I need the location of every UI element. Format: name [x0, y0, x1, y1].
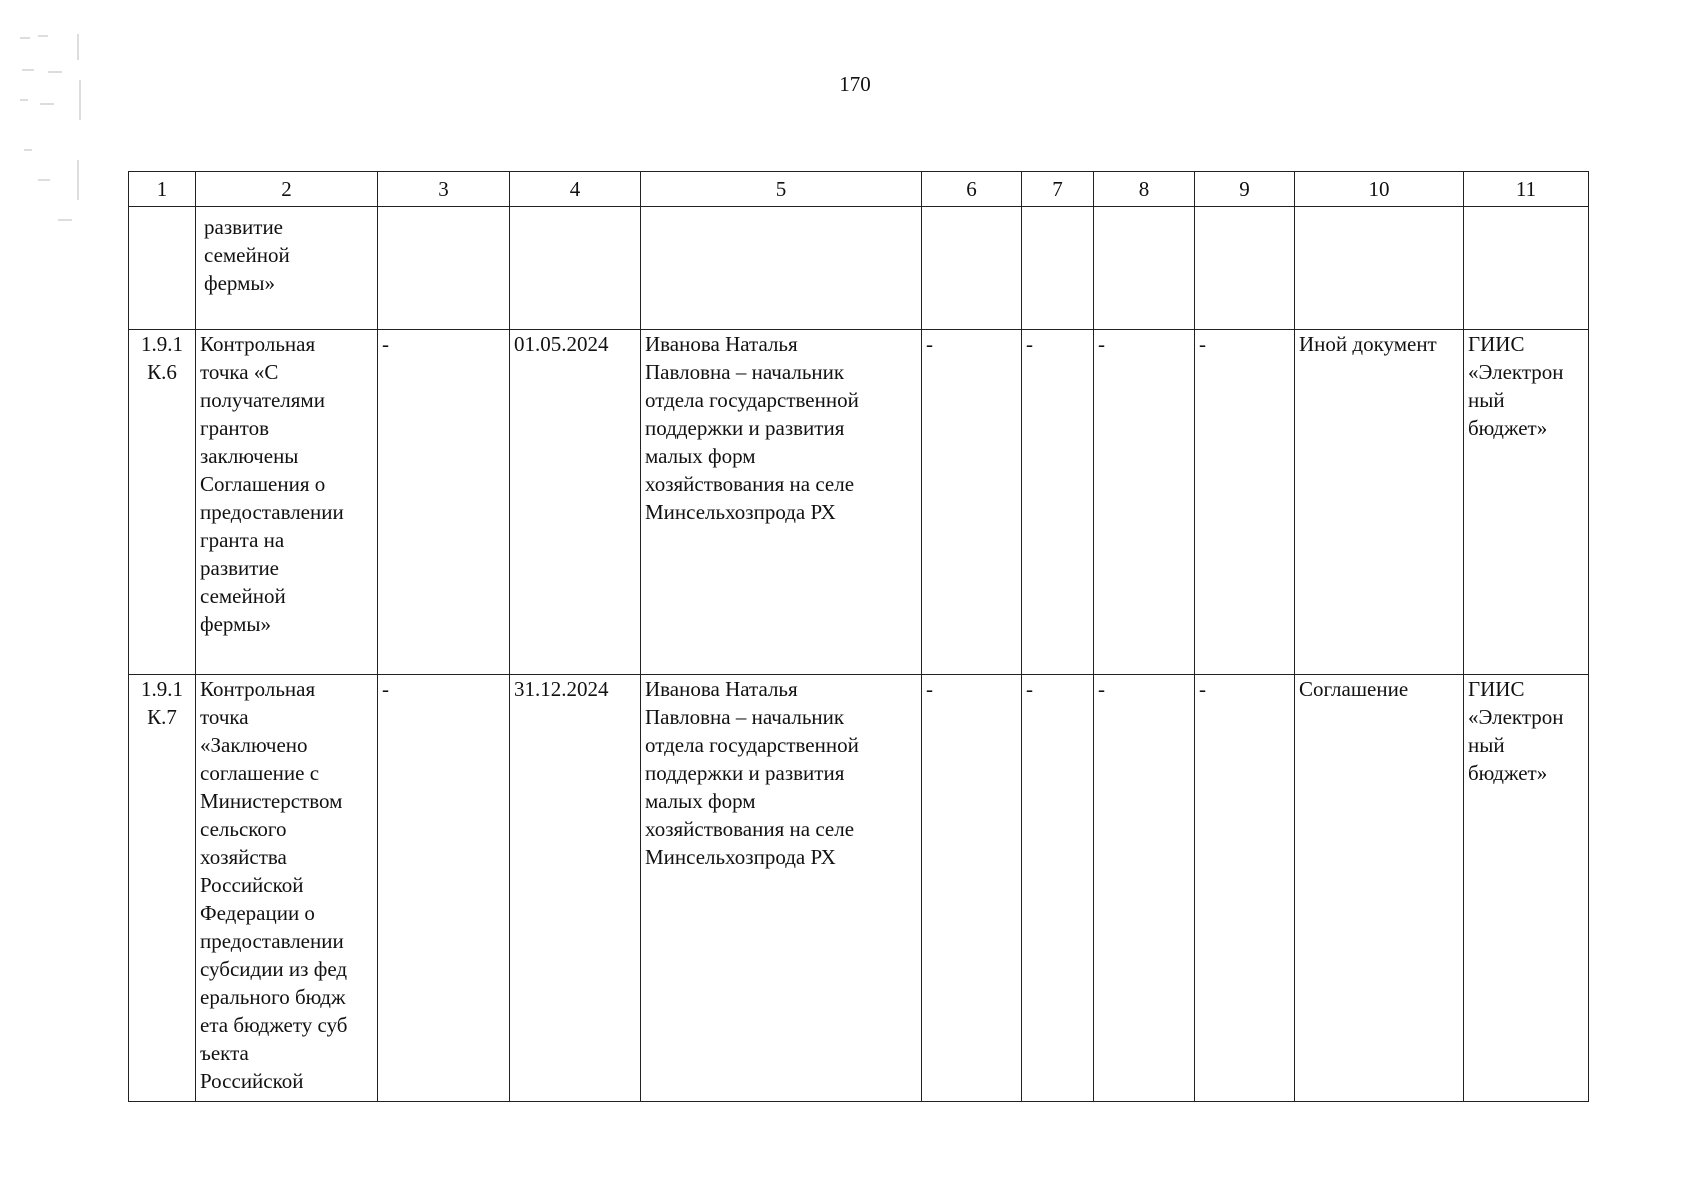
cell-text-line: Соглашение [1299, 677, 1409, 701]
cell-text-line: предоставлении [200, 929, 344, 953]
table-cell-col-2 [196, 330, 378, 675]
cell-text-line: Павловна – начальник [645, 360, 845, 384]
cell-text-line: Российской [200, 873, 304, 897]
cell-text-line: - [1026, 677, 1033, 701]
table-cell-col-4 [510, 675, 641, 1102]
column-header-4: 4 [510, 172, 641, 207]
cell-text-line: семейной [204, 243, 290, 267]
cell-text-line: ерального бюдж [200, 985, 346, 1009]
cell-text-line: поддержки и развития [645, 416, 845, 440]
cell-text-line: точка «С [200, 360, 279, 384]
table-cell-col-7 [1022, 330, 1094, 675]
table-row [129, 675, 1589, 1102]
cell-text-line: бюджет» [1468, 761, 1548, 785]
cell-text-line: Российской [200, 1069, 304, 1093]
column-header-8: 8 [1094, 172, 1195, 207]
table-cell-col-9 [1195, 330, 1295, 675]
table-cell-col-1 [129, 207, 196, 330]
cell-text-line: сельского [200, 817, 287, 841]
cell-text-line: хозяйства [200, 845, 287, 869]
cell-text-line: Иванова Наталья [645, 332, 798, 356]
cell-text-line: - [1199, 332, 1206, 356]
table-cell-col-8 [1094, 675, 1195, 1102]
cell-text-line: соглашение с [200, 761, 320, 785]
column-header-10: 10 [1295, 172, 1464, 207]
cell-text-line: развитие [204, 215, 284, 239]
cell-text-line: предоставлении [200, 500, 344, 524]
cell-text-line: - [382, 332, 389, 356]
column-header-11: 11 [1464, 172, 1589, 207]
table-cell-col-7 [1022, 675, 1094, 1102]
table-cell-col-7 [1022, 207, 1094, 330]
cell-text-line: отдела государственной [645, 733, 859, 757]
cell-text-line: «Электрон [1468, 705, 1564, 729]
cell-text-line: ный [1468, 733, 1505, 757]
cell-text-line: - [1199, 677, 1206, 701]
column-header-9: 9 [1195, 172, 1295, 207]
table-cell-col-3 [378, 675, 510, 1102]
table-cell-col-10 [1295, 207, 1464, 330]
cell-text-line: Министерством [200, 789, 343, 813]
table-cell-col-1 [129, 675, 196, 1102]
cell-text-line: К.7 [147, 705, 177, 729]
table-cell-col-11 [1464, 330, 1589, 675]
cell-text-line: малых форм [645, 444, 756, 468]
cell-text-line: Павловна – начальник [645, 705, 845, 729]
cell-text-line: - [1026, 332, 1033, 356]
cell-text-line: Соглашения о [200, 472, 326, 496]
table-cell-col-8 [1094, 330, 1195, 675]
table-cell-col-10 [1295, 330, 1464, 675]
column-header-3: 3 [378, 172, 510, 207]
cell-text-line: - [1098, 677, 1105, 701]
cell-text-line: ГИИС [1468, 332, 1525, 356]
cell-text-line: хозяйствования на селе [645, 817, 855, 841]
column-header-7: 7 [1022, 172, 1094, 207]
table-cell-col-5 [641, 207, 922, 330]
cell-text-line: Минсельхозпрода РХ [645, 845, 836, 869]
table-cell-col-6 [922, 207, 1022, 330]
cell-text-line: поддержки и развития [645, 761, 845, 785]
cell-text-line: К.6 [147, 360, 177, 384]
cell-text-line: заключены [200, 444, 299, 468]
cell-text-line: ный [1468, 388, 1505, 412]
cell-text-line: Иной документ [1299, 332, 1437, 356]
cell-text-line: - [382, 677, 389, 701]
cell-text-line: развитие [200, 556, 280, 580]
table-cell-col-3 [378, 207, 510, 330]
cell-text-line: «Электрон [1468, 360, 1564, 384]
page-number: 170 [839, 72, 871, 96]
table-cell-col-4 [510, 330, 641, 675]
cell-text-line: «Заключено [200, 733, 308, 757]
cell-text-line: ета бюджету суб [200, 1013, 348, 1037]
table-cell-col-9 [1195, 207, 1295, 330]
column-header-6: 6 [922, 172, 1022, 207]
cell-text-line: грантов [200, 416, 269, 440]
schedule-table [128, 171, 1589, 1102]
column-header-1: 1 [129, 172, 196, 207]
table-row [129, 207, 1589, 330]
cell-text-line: Контрольная [200, 332, 316, 356]
table-cell-col-11 [1464, 675, 1589, 1102]
table-cell-col-3 [378, 330, 510, 675]
cell-text-line: 1.9.1 [141, 332, 183, 356]
table-cell-col-5 [641, 675, 922, 1102]
cell-text-line: Минсельхозпрода РХ [645, 500, 836, 524]
table-row [129, 330, 1589, 675]
table-cell-col-10 [1295, 675, 1464, 1102]
cell-text-line: - [1098, 332, 1105, 356]
cell-text-line: фермы» [204, 271, 276, 295]
header-row [129, 172, 1589, 207]
cell-text-line: ГИИС [1468, 677, 1525, 701]
table-cell-col-5 [641, 330, 922, 675]
table-cell-col-2 [196, 675, 378, 1102]
cell-text-line: 1.9.1 [141, 677, 183, 701]
cell-text-line: - [926, 677, 933, 701]
table-cell-col-4 [510, 207, 641, 330]
cell-text-line: фермы» [200, 612, 272, 636]
table-cell-col-9 [1195, 675, 1295, 1102]
cell-text-line: ъекта [200, 1041, 249, 1065]
cell-text-line: 31.12.2024 [514, 677, 609, 701]
table-cell-col-2 [196, 207, 378, 330]
cell-text-line: точка [200, 705, 249, 729]
cell-text-line: бюджет» [1468, 416, 1548, 440]
table-cell-col-6 [922, 675, 1022, 1102]
column-header-2: 2 [196, 172, 378, 207]
cell-text-line: - [926, 332, 933, 356]
cell-text-line: 01.05.2024 [514, 332, 609, 356]
scan-artifact-marks [18, 30, 98, 250]
cell-text-line: Федерации о [200, 901, 315, 925]
cell-text-line: хозяйствования на селе [645, 472, 855, 496]
cell-text-line: отдела государственной [645, 388, 859, 412]
table-cell-col-6 [922, 330, 1022, 675]
cell-text-line: получателями [200, 388, 325, 412]
table-cell-col-11 [1464, 207, 1589, 330]
cell-text-line: субсидии из фед [200, 957, 348, 981]
cell-text-line: семейной [200, 584, 286, 608]
cell-text-line: Контрольная [200, 677, 316, 701]
table-cell-col-1 [129, 330, 196, 675]
cell-text-line: малых форм [645, 789, 756, 813]
table-cell-col-8 [1094, 207, 1195, 330]
cell-text-line: Иванова Наталья [645, 677, 798, 701]
column-header-5: 5 [641, 172, 922, 207]
cell-text-line: гранта на [200, 528, 285, 552]
